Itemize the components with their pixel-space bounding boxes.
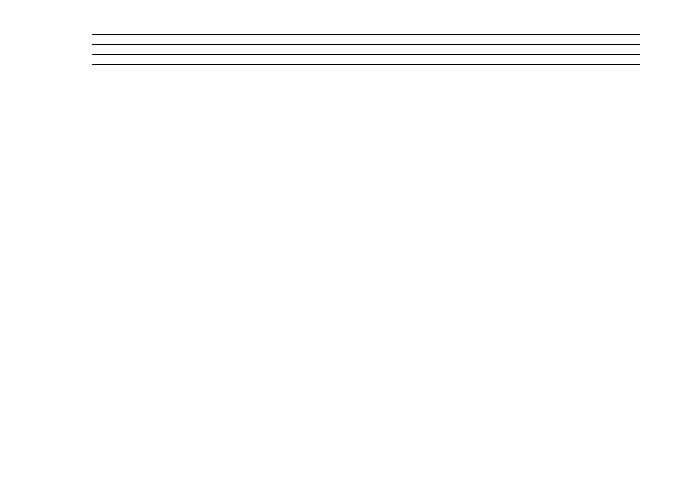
report-stand-date bbox=[92, 65, 640, 74]
report-bank-title bbox=[92, 35, 640, 44]
report-program-title bbox=[92, 55, 640, 64]
report-period-title bbox=[92, 45, 640, 54]
